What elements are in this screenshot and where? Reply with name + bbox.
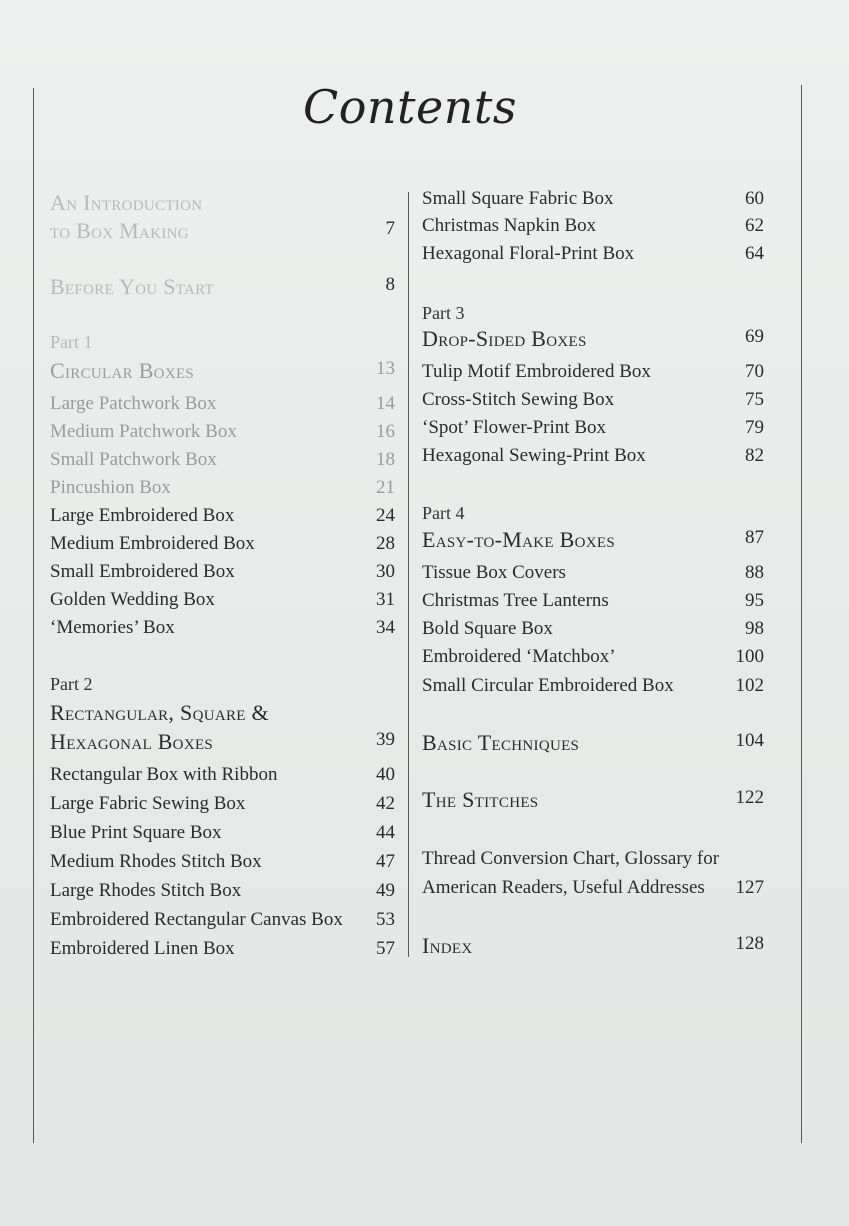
- page-number: 34: [376, 617, 395, 638]
- entry-title: Rectangular Box with Ribbon: [50, 764, 278, 785]
- part-label: Part 4: [422, 503, 465, 523]
- page-number: 7: [385, 218, 395, 239]
- entry-title: Small Patchwork Box: [50, 449, 217, 470]
- entry-title: Tissue Box Covers: [422, 562, 566, 583]
- page-number: 70: [745, 361, 764, 382]
- entry-title: Medium Patchwork Box: [50, 421, 237, 442]
- entry-title: Cross-Stitch Sewing Box: [422, 389, 615, 410]
- page-number: 62: [745, 215, 764, 236]
- page-number: 88: [745, 562, 764, 583]
- entry-title: ‘Memories’ Box: [50, 617, 175, 638]
- entry-title: Thread Conversion Chart, Glossary for: [422, 848, 720, 869]
- page-number: 69: [745, 326, 764, 347]
- page-number: 95: [745, 590, 764, 611]
- column-divider: [408, 192, 409, 957]
- entry-title: Embroidered Linen Box: [50, 938, 235, 959]
- page-title: Contents: [303, 80, 517, 134]
- entry-title: Blue Print Square Box: [50, 822, 222, 843]
- left-margin-rule: [33, 88, 34, 1143]
- part-label: Part 1: [50, 332, 93, 352]
- entry-title: Small Embroidered Box: [50, 561, 235, 582]
- page-number: 18: [376, 449, 395, 470]
- section-heading: Index: [422, 933, 473, 958]
- page-number: 57: [376, 938, 395, 959]
- page-number: 47: [376, 851, 395, 872]
- entry-title: Hexagonal Sewing-Print Box: [422, 445, 646, 466]
- right-margin-rule: [801, 85, 802, 1143]
- entry-title: Hexagonal Floral-Print Box: [422, 243, 635, 264]
- entry-title: Medium Embroidered Box: [50, 533, 255, 554]
- entry-title: Small Square Fabric Box: [422, 188, 614, 209]
- page-number: 64: [745, 243, 764, 264]
- page-number: 122: [735, 787, 764, 808]
- section-heading: An Introduction: [50, 190, 203, 215]
- section-heading: Rectangular, Square &: [50, 700, 269, 725]
- entry-title: Bold Square Box: [422, 618, 553, 639]
- entry-title: Medium Rhodes Stitch Box: [50, 851, 262, 872]
- page-number: 75: [745, 389, 764, 410]
- page-number: 30: [376, 561, 395, 582]
- section-heading: The Stitches: [422, 787, 539, 812]
- page-number: 100: [735, 646, 764, 667]
- page-number: 87: [745, 527, 764, 548]
- entry-title: American Readers, Useful Addresses: [422, 877, 705, 898]
- section-heading: Hexagonal Boxes: [50, 729, 214, 754]
- page-number: 14: [376, 393, 395, 414]
- page-number: 60: [745, 188, 764, 209]
- entry-title: Embroidered ‘Matchbox’: [422, 646, 616, 667]
- part-label: Part 3: [422, 303, 465, 323]
- entry-title: Christmas Tree Lanterns: [422, 590, 609, 611]
- section-heading: Basic Techniques: [422, 730, 580, 755]
- section-heading: to Box Making: [50, 218, 189, 243]
- entry-title: Large Rhodes Stitch Box: [50, 880, 242, 901]
- section-heading: Before You Start: [50, 274, 215, 299]
- entry-title: Christmas Napkin Box: [422, 215, 597, 236]
- page-number: 40: [376, 764, 395, 785]
- page-number: 98: [745, 618, 764, 639]
- section-heading: Drop-Sided Boxes: [422, 326, 587, 351]
- page-number: 82: [745, 445, 764, 466]
- entry-title: Large Patchwork Box: [50, 393, 217, 414]
- page-number: 42: [376, 793, 395, 814]
- page-number: 44: [376, 822, 395, 843]
- page-number: 8: [385, 274, 395, 295]
- page-number: 21: [376, 477, 395, 498]
- entry-title: Small Circular Embroidered Box: [422, 675, 674, 696]
- entry-title: Pincushion Box: [50, 477, 171, 498]
- page-number: 79: [745, 417, 764, 438]
- page-number: 102: [735, 675, 764, 696]
- entry-title: Large Fabric Sewing Box: [50, 793, 246, 814]
- section-heading: Easy-to-Make Boxes: [422, 527, 615, 552]
- page-number: 13: [376, 358, 395, 379]
- entry-title: ‘Spot’ Flower-Print Box: [422, 417, 606, 438]
- page-number: 16: [376, 421, 395, 442]
- section-heading: Circular Boxes: [50, 358, 195, 383]
- entry-title: Large Embroidered Box: [50, 505, 235, 526]
- entry-title: Golden Wedding Box: [50, 589, 215, 610]
- page-number: 127: [735, 877, 764, 898]
- entry-title: Embroidered Rectangular Canvas Box: [50, 909, 343, 930]
- page-number: 24: [376, 505, 395, 526]
- page-number: 31: [376, 589, 395, 610]
- page-number: 128: [735, 933, 764, 954]
- part-label: Part 2: [50, 674, 93, 694]
- page-number: 53: [376, 909, 395, 930]
- entry-title: Tulip Motif Embroidered Box: [422, 361, 651, 382]
- page-number: 104: [735, 730, 764, 751]
- page-number: 49: [376, 880, 395, 901]
- page-number: 28: [376, 533, 395, 554]
- page-number: 39: [376, 729, 395, 750]
